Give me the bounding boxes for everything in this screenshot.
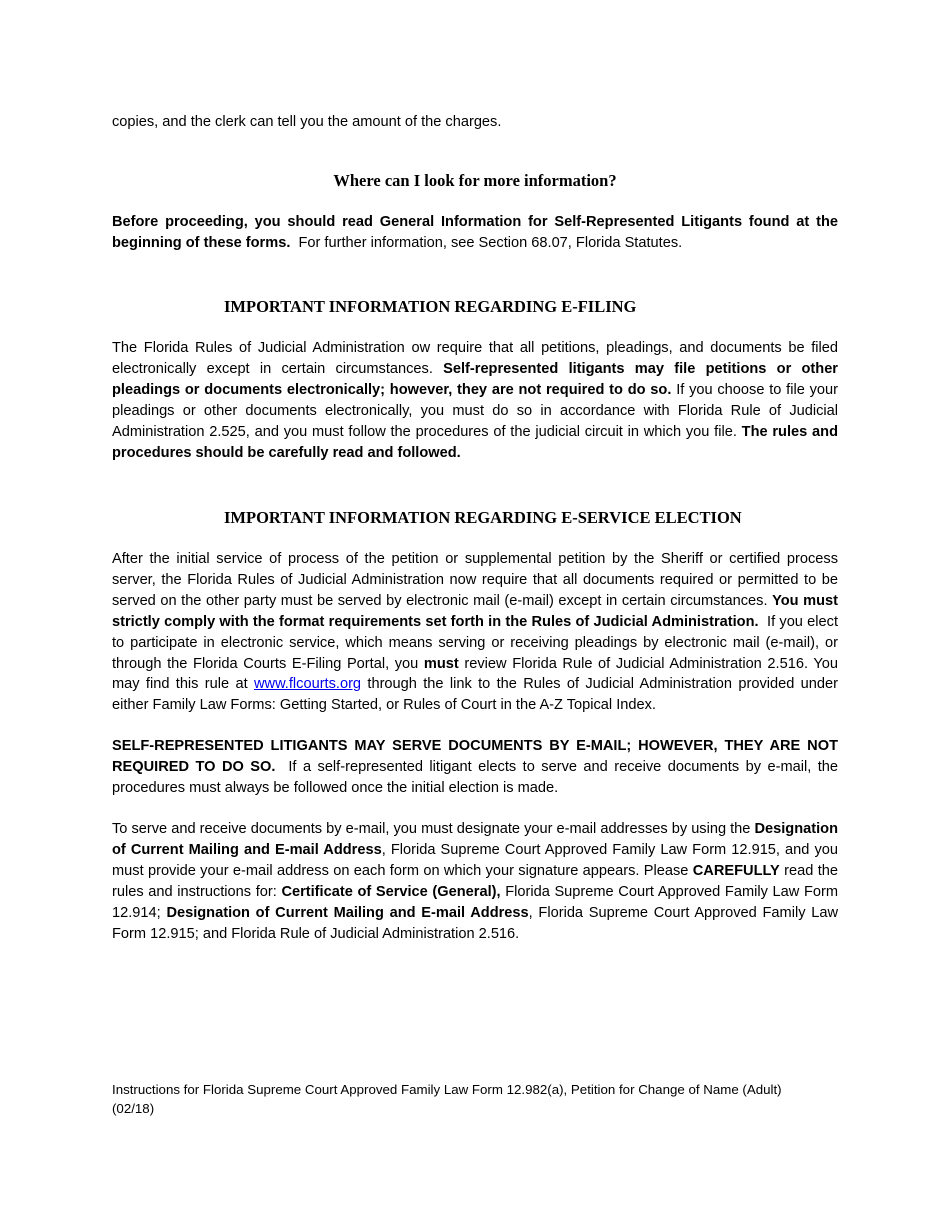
section-efiling [112, 296, 838, 463]
eservice-paragraph-2 [112, 736, 838, 799]
eservice-p3-bold-f: Certificate of Service (General), [281, 883, 501, 900]
eservice-heading: IMPORTANT INFORMATION REGARDING E-SERVICE ELECTION [224, 508, 742, 527]
eservice-p3-bold-d: CAREFULLY [692, 862, 780, 879]
more-info-normal: For further information, see Section 68.07, Florida Statutes. [298, 234, 683, 251]
efiling-paragraph [112, 338, 838, 463]
eservice-p1-text-a: After the initial service of process of the petition or supplemental petition by the Sheriff or certified process server, the Florida Rules of Judicial Administration now require that all documents required or permitted to be served on the other party must be served by electronic mail (e-mail) except in certain circumstances. [112, 551, 838, 609]
more-info-paragraph [112, 212, 838, 254]
eservice-p3-text-i: , Florida Supreme Court Approved Family Law Form 12.915; and Florida Rule of Judicial Administration 2.516. [112, 904, 838, 942]
eservice-p3-text-e: read the rules and instructions for: [112, 862, 838, 900]
page-footer [112, 1080, 838, 1118]
efiling-text-c: If you choose to file your pleadings or other documents electronically, you must do so in accordance with Florida Rule of Judicial Administration 2.525, and you must follow the procedures of the judicial circuit in which you file. [112, 381, 838, 440]
eservice-p1-bold-b: You must strictly comply with the format requirements set forth in the Rules of Judicial Administration. [112, 592, 838, 630]
eservice-p3-bold-h: Designation of Current Mailing and E-mail Address [166, 904, 529, 921]
flcourts-link[interactable]: www.flcourts.org [254, 676, 362, 693]
eservice-p1-text-f: through the link to the Rules of Judicial Administration provided under either Family Law Forms: Getting Started, or Rules of Court in the A-Z Topical Index. [112, 676, 838, 714]
eservice-p2-text-b: If a self-represented litigant elects to serve and receive documents by e-mail, the procedures must always be followed once the initial election is made. [112, 759, 838, 797]
section-eservice [112, 507, 838, 944]
section-more-info [112, 170, 838, 254]
eservice-p1-text-e: review Florida Rule of Judicial Administration 2.516. You may find this rule at [112, 655, 838, 693]
eservice-p1-bold-d: must [423, 655, 459, 672]
eservice-p3-text-c: , Florida Supreme Court Approved Family Law Form 12.915, and you must provide your e-mail address on each form on which your signature appears. Please [112, 841, 838, 879]
eservice-p3-text-g: Florida Supreme Court Approved Family Law Form 12.914; [112, 883, 838, 921]
top-fragment: copies, and the clerk can tell you the amount of the charges. [112, 114, 502, 130]
efiling-bold-d: The rules and procedures should be carefully read and followed. [112, 423, 838, 461]
more-info-bold: Before proceeding, you should read General Information for Self-Represented Litigants found at the beginning of these forms. [112, 214, 838, 251]
efiling-bold-b: Self-represented litigants may file petitions or other pleadings or documents electronically; however, they are not required to do so. [112, 360, 838, 398]
eservice-paragraph-1 [112, 549, 838, 716]
eservice-paragraph-3 [112, 819, 838, 944]
eservice-p3-bold-b: Designation of Current Mailing and E-mail Address [112, 820, 838, 858]
footer-line-2: (02/18) [112, 1101, 155, 1116]
more-info-heading: Where can I look for more information? [333, 171, 617, 190]
footer-line-1: Instructions for Florida Supreme Court Approved Family Law Form 12.982(a), Petition for Change of Name (Adult) [112, 1082, 782, 1097]
eservice-p1-text-c: If you elect to participate in electronic service, which means serving or receiving pleadings by electronic mail (e-mail), or through the Florida Courts E-Filing Portal, you [112, 613, 838, 672]
efiling-heading: IMPORTANT INFORMATION REGARDING E-FILING [224, 297, 637, 316]
efiling-text-a: The Florida Rules of Judicial Administration ow require that all petitions, pleadings, and documents be filed electronically except in certain circumstances. [112, 340, 838, 377]
eservice-p3-text-a: To serve and receive documents by e-mail, you must designate your e-mail addresses by using the [112, 820, 751, 837]
eservice-p2-bold-a: SELF-REPRESENTED LITIGANTS MAY SERVE DOCUMENTS BY E-MAIL; HOWEVER, THEY ARE NOT REQUIRED TO DO SO. [112, 738, 838, 776]
